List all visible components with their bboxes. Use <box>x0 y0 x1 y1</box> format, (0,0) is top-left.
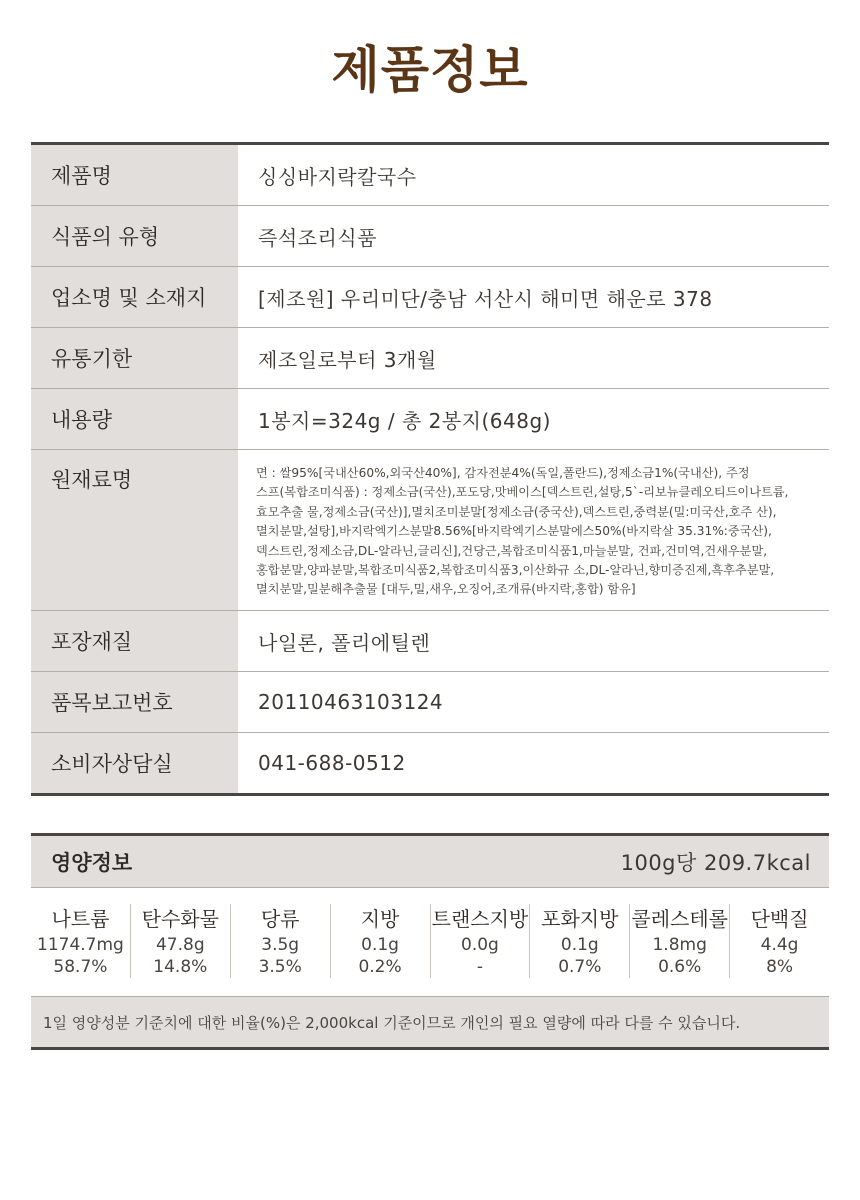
row-net-content <box>31 389 829 450</box>
row-label: 원재료명 <box>31 450 238 610</box>
row-label: 업소명 및 소재지 <box>31 267 238 327</box>
row-label: 식품의 유형 <box>31 206 238 266</box>
nutrient-name: 트랜스지방 <box>431 907 529 931</box>
nutrient-amount: 3.5g <box>261 935 300 955</box>
row-label: 유통기한 <box>31 328 238 388</box>
row-label: 소비자상담실 <box>31 733 238 793</box>
nutrient-amount: 0.1g <box>361 935 399 955</box>
nutrient-amount: 1174.7mg <box>37 935 124 955</box>
nutrient-amount: 4.4g <box>760 935 799 955</box>
nutrient-percent: 58.7% <box>53 957 108 977</box>
row-value: 제조일로부터 3개월 <box>258 347 437 372</box>
row-value: [제조원] 우리미단/충남 서산시 해미면 해운로 378 <box>258 286 713 311</box>
row-packaging <box>31 611 829 672</box>
nutrient-name: 지방 <box>360 907 400 931</box>
row-label: 내용량 <box>31 389 238 449</box>
row-ingredients <box>31 450 829 611</box>
nutrient-name: 콜레스테롤 <box>631 907 728 931</box>
nutrition-title: 영양정보 <box>51 850 133 875</box>
nutrient-name: 포화지방 <box>541 907 619 931</box>
nutrient-percent: - <box>476 957 483 977</box>
product-info-table <box>31 142 829 796</box>
nutrition-header <box>31 836 829 888</box>
nutrient-carbohydrate <box>131 904 231 978</box>
row-value: 즉석조리식품 <box>258 225 377 250</box>
row-product-name <box>31 145 829 206</box>
nutrient-sodium <box>31 904 131 978</box>
row-label: 포장재질 <box>31 611 238 671</box>
nutrient-protein <box>730 904 829 978</box>
row-value: 나일론, 폴리에틸렌 <box>258 630 431 655</box>
nutrient-fat <box>331 904 431 978</box>
row-consumer-center <box>31 733 829 793</box>
row-value: 20110463103124 <box>258 690 444 714</box>
nutrient-percent: 3.5% <box>258 957 302 977</box>
nutrition-values <box>31 888 829 997</box>
ingredients-text <box>238 450 829 610</box>
page-title: 제품정보 <box>331 41 529 99</box>
nutrient-name: 나트륨 <box>51 907 110 931</box>
nutrient-amount: 0.0g <box>461 935 499 955</box>
row-report-number <box>31 672 829 733</box>
nutrition-footnote: 1일 영양성분 기준치에 대한 비율(%)은 2,000kcal 기준이므로 개인의 필요 열량에 따라 다를 수 있습니다. <box>31 997 829 1047</box>
nutrient-name: 당류 <box>260 907 300 931</box>
row-expiry <box>31 328 829 389</box>
nutrient-percent: 8% <box>766 957 794 977</box>
nutrient-percent: 14.8% <box>153 957 208 977</box>
nutrient-percent: 0.7% <box>558 957 602 977</box>
ingredients-paragraph: 면 : 쌀95%[국내산60%,외국산40%], 감자전분4%(독일,폴란드),정제소금1%(국내산), 주정 스프(복합조미식품) : 정제소금(국산),포도당,맛베이스[덱스트린,설탕,5`-리보뉴클레오티드이나트륨, 효모추출 물,정제소금(국산)],멸치조미분말[정제소금(중국산),덱스트린,중력분(밀:미국산,호주 산), 멸치분말,설탕],바지락엑기스분말8.56%[바지락엑기스분말에스50%(바지락살 35.31%:중국산), 덱스트린,정제소금,DL-알라닌,글리신],건당근,복합조미식품1,마늘분말, 건파,건미역,건새우분말, 홍합분말,양파분말,복합조미식품2,복합조미식품3,이산화규 소,DL-알라닌,향미증진제,흑후추분말, 멸치분말,밀분해추출물 [대두,밀,새우,오징어,조개류(바지락,홍합) 함유] <box>256 466 789 597</box>
row-manufacturer <box>31 267 829 328</box>
nutrient-cholesterol <box>630 904 730 978</box>
nutrient-percent: 0.2% <box>358 957 402 977</box>
nutrient-name: 단백질 <box>750 907 809 931</box>
nutrient-trans-fat <box>431 904 531 978</box>
row-value: 싱싱바지락칼국수 <box>258 164 417 189</box>
nutrient-name: 탄수화물 <box>141 907 219 931</box>
row-value: 1봉지=324g / 총 2봉지(648g) <box>258 408 551 433</box>
nutrient-sugars <box>231 904 331 978</box>
row-value: 041-688-0512 <box>258 751 406 775</box>
nutrition-panel <box>31 833 829 1050</box>
nutrient-amount: 1.8mg <box>652 935 707 955</box>
nutrition-per-serving: 100g당 209.7kcal <box>620 850 811 875</box>
row-food-type <box>31 206 829 267</box>
row-label: 제품명 <box>31 145 238 205</box>
nutrient-amount: 0.1g <box>560 935 599 955</box>
nutrient-saturated-fat <box>530 904 630 978</box>
nutrient-percent: 0.6% <box>658 957 702 977</box>
row-label: 품목보고번호 <box>31 672 238 732</box>
nutrient-amount: 47.8g <box>155 935 205 955</box>
